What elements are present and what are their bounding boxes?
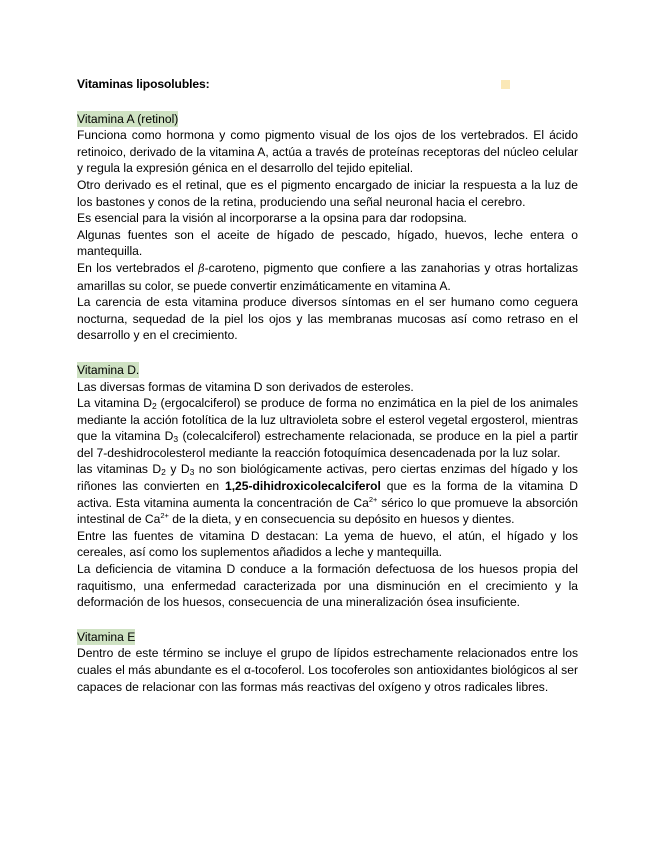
text-run: las vitaminas D	[77, 462, 162, 477]
paragraph: Dentro de este término se incluye el grupo de lípidos estrechamente relacionados entre los cuales el más abundante es el α-tocoferol. Los tocoferoles son antioxidantes biológicos al ser capaces de relacionar con las formas más reactivas del oxígeno y otros radicales libres.	[77, 646, 578, 694]
superscript: 2+	[160, 511, 169, 521]
section-heading-vitamina-d: Vitamina D.	[77, 362, 140, 377]
beta-symbol: β	[198, 261, 205, 275]
text-run: de la dieta, y en consecuencia su depósito en huesos y dientes.	[168, 512, 515, 527]
text-run: -caroteno, pigmento que confiere a las zanahorias y otras hortalizas amarillas su color, se puede convertir enzimáticamente en vitamina A.	[77, 260, 578, 293]
paragraph: La deficiencia de vitamina D conduce a la formación defectuosa de los huesos propia del raquitismo, una enfermedad caracterizada por una disminución en el crecimiento y la deformación de los huesos, consecuencia de una mineralización ósea insuficiente.	[77, 562, 578, 610]
paragraph: Funciona como hormona y como pigmento visual de los ojos de los vertebrados. El ácido retinoico, derivado de la vitamina A, actúa a través de proteínas receptoras del núcleo celular y regula la expresión génica en el desarrollo del tejido epitelial.	[77, 128, 578, 176]
text-run: y D	[165, 462, 190, 477]
bold-term: 1,25-dihidroxicolecalciferol	[224, 479, 381, 494]
section-vitamina-e	[77, 629, 578, 695]
paragraph: Es esencial para la visión al incorporarse a la opsina para dar rodopsina.	[77, 211, 467, 226]
text-run: La vitamina D	[77, 396, 152, 411]
section-heading-vitamina-e: Vitamina E	[77, 629, 136, 644]
document-page	[77, 76, 578, 713]
paragraph: Entre las fuentes de vitamina D destacan: La yema de huevo, el atún, el hígado y los cereales, así como los suplementos añadidos a leche y mantequilla.	[77, 528, 578, 560]
paragraph: Las diversas formas de vitamina D son derivados de esteroles.	[77, 379, 414, 394]
section-heading-vitamina-a: Vitamina A (retinol)	[77, 111, 179, 126]
subscript: 3	[189, 467, 195, 478]
text-run: que es la forma de la vitamina D activa. Esta vitamina aumenta la concentración de Ca	[77, 479, 578, 510]
paragraph	[77, 395, 578, 461]
section-vitamina-d	[77, 362, 578, 611]
paragraph: Algunas fuentes son el aceite de hígado de pescado, hígado, huevos, leche entera o mantequilla.	[77, 227, 578, 259]
superscript: 2+	[368, 494, 378, 504]
paragraph	[77, 260, 578, 294]
paragraph	[77, 461, 578, 527]
subscript: 2	[151, 401, 157, 412]
section-vitamina-a	[77, 111, 578, 344]
text-run: sérico lo que promueve la absorción intestinal de Ca	[77, 495, 579, 527]
text-run: no son biológicamente activas, pero ciertas enzimas del hígado y los riñones las convierten en	[77, 462, 578, 494]
document-title: Vitaminas liposolubles:	[77, 77, 210, 91]
text-run: (colecalciferol) estrechamente relacionada, se produce en la piel a partir del 7-deshidrocolesterol mediante la reacción fotoquímica desencadenada por la luz solar.	[77, 429, 578, 460]
subscript: 2	[161, 467, 166, 478]
text-run: En los vertebrados el	[77, 260, 199, 275]
subscript: 3	[173, 434, 179, 445]
paragraph: La carencia de esta vitamina produce diversos síntomas en el ser humano como ceguera nocturna, sequedad de la piel los ojos y las membranas mucosas así como retraso en el desarrollo y en el crecimiento.	[77, 295, 578, 343]
text-run: (ergocalciferol) se produce de forma no enzimática en la piel de los animales mediante la acción fotolítica de la luz ultravioleta sobre el esterol vegetal ergosterol, mientras que la vitamina D	[77, 396, 578, 444]
paragraph: Otro derivado es el retinal, que es el pigmento encargado de iniciar la respuesta a la luz de los bastones y conos de la retina, produciendo una señal neuronal hacia el cerebro.	[77, 177, 578, 209]
